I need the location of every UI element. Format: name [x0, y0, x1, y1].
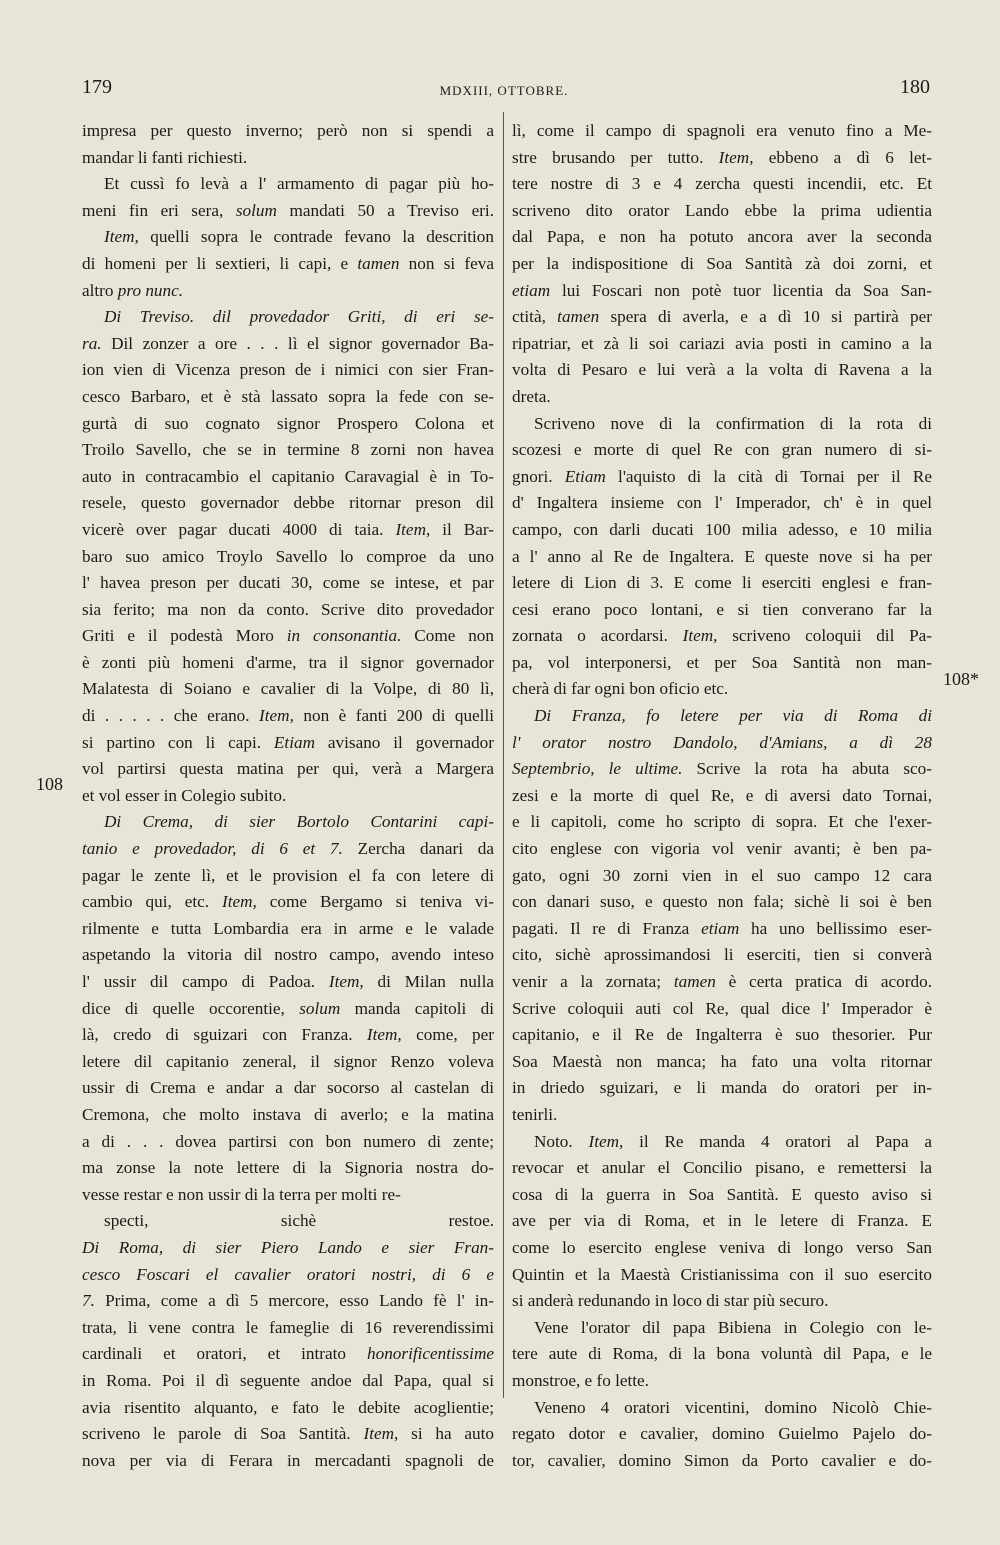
text-segment: d' Ingaltera insieme con l' Imperador, ch' è in quel — [512, 493, 932, 513]
text-segment: campo, con darli ducati 100 milia adesso, e 10 milia — [512, 519, 932, 539]
text-segment: l' havea preson per ducati 30, come se intese, et par — [82, 573, 494, 593]
text-line — [512, 1288, 932, 1315]
text-segment: si partino con li capi. — [82, 732, 274, 752]
text-segment: dreta. — [512, 386, 551, 406]
text-segment: ave per via di Roma, et in le letere di Franza. E — [512, 1211, 932, 1231]
text-segment: Cremona, che molto instava di averlo; e la matina — [82, 1104, 494, 1124]
italic-text: Septembrio, le ultime. — [512, 759, 683, 779]
text-segment: Troilo Savello, che se in termine 8 zorni non havea — [82, 440, 494, 460]
text-segment: Soa Maestà non manca; ha fato una volta ritornar — [512, 1051, 932, 1071]
margin-note-right: 108* — [943, 669, 979, 689]
text-line — [512, 118, 932, 145]
text-line — [82, 1155, 494, 1182]
text-segment: gnori. — [512, 466, 565, 486]
text-line — [512, 304, 932, 331]
text-segment: con danari suso, e questo non fala; sichè li soi è ben — [512, 892, 932, 912]
text-segment: Scriveno nove di la confirmation di la rota di — [534, 413, 932, 433]
text-segment: letere dil capitanio zeneral, il signor Renzo voleva — [82, 1051, 494, 1071]
text-line — [82, 145, 494, 172]
text-segment: nova per via di Ferara in mercadanti spagnoli de — [82, 1450, 494, 1470]
text-segment: specti, sichè restoe. — [104, 1211, 494, 1231]
text-segment: tor, cavalier, domino Simon da Porto cavalier e do- — [512, 1450, 932, 1470]
text-line — [82, 224, 494, 251]
text-segment: e li capitoli, come ho scripto di sopra. Et che l'exer- — [512, 812, 932, 832]
text-segment: l'aquisto di la cità di Tornai per il Re — [605, 466, 932, 486]
text-segment: Vene l'orator dil papa Bibiena in Colegio con le- — [534, 1317, 932, 1337]
text-line — [82, 1288, 494, 1315]
text-segment: gato, ogni 30 zorni vien in el suo campo 12 cara — [512, 865, 932, 885]
text-segment: spera di averla, e a dì 10 si partirà per — [599, 307, 932, 327]
text-line — [82, 1315, 494, 1342]
text-line — [82, 357, 494, 384]
italic-text: Di Roma, di sier Piero Lando e sier Fran- — [82, 1237, 494, 1257]
text-segment: si ha auto — [398, 1424, 494, 1444]
italic-text: tanio e provedador, di 6 et 7. — [82, 839, 343, 859]
page-number-left: 179 — [82, 76, 112, 98]
italic-text: Item, — [328, 972, 364, 991]
italic-text: Item, — [222, 892, 257, 912]
text-segment: zesi e la morte di quel Re, e di aversi dato Tornai, — [512, 785, 932, 805]
text-line — [82, 1395, 494, 1422]
text-segment: cardinali et oratori, et intrato — [82, 1344, 367, 1364]
text-segment: vol partirsi questa matina per qui, verà a Margera — [82, 759, 494, 779]
text-segment: scriveno dito orator Lando ebbe la prima udientia — [512, 200, 932, 220]
text-line — [82, 1341, 494, 1368]
text-line — [82, 171, 494, 198]
italic-text: honorificentissime — [367, 1344, 494, 1364]
text-segment: di . . . . . che erano. — [82, 706, 260, 726]
text-line — [512, 676, 932, 703]
text-line — [512, 597, 932, 624]
text-line — [82, 490, 494, 517]
text-segment: Scrive la rota ha abuta sco- — [682, 759, 932, 779]
text-segment: ha uno bellissimo eser- — [739, 918, 932, 938]
text-line — [82, 969, 494, 996]
text-segment: l' ussir dil campo di Padoa. — [82, 972, 329, 991]
left-text-column — [82, 118, 494, 1474]
text-line — [82, 384, 494, 411]
text-line — [512, 544, 932, 571]
text-line — [82, 783, 494, 810]
text-segment: ion vien di Vicenza preson de i nimici con sier Fran- — [82, 360, 494, 380]
text-line — [512, 836, 932, 863]
text-line — [82, 118, 494, 145]
text-line — [512, 703, 932, 730]
text-segment: Dil zonzer a ore . . . lì el signor governador Ba- — [101, 333, 494, 353]
text-segment: pa, vol interponersi, et per Soa Santità non man- — [512, 652, 932, 672]
text-segment: Noto. — [534, 1131, 589, 1151]
text-segment: tere aute di Roma, di la bona voluntà dil Papa, e le — [512, 1344, 932, 1364]
text-segment: Veneno 4 oratori vicentini, domino Nicolò Chie- — [534, 1397, 932, 1417]
text-line — [82, 544, 494, 571]
italic-text: solum — [235, 200, 277, 220]
text-line — [512, 1049, 932, 1076]
text-segment: resele, questo governador debbe ritornar preson dil — [82, 493, 494, 513]
text-segment: auto in contracambio el capitanio Caravagial è in To- — [82, 466, 494, 486]
text-segment: cito, sichè aprossimandosi li eserciti, tien si converà — [512, 945, 932, 965]
text-line — [82, 1129, 494, 1156]
text-line — [82, 1368, 494, 1395]
text-segment: impresa per questo inverno; però non si spendi a — [82, 121, 494, 140]
text-line — [82, 730, 494, 757]
text-segment: Griti e il podestà Moro — [82, 626, 287, 646]
text-line — [512, 437, 932, 464]
text-segment: dice di quelle occorentie, — [82, 998, 300, 1018]
text-segment: ripatriar, et zà li soi cariazi avia posti in camino a la — [512, 333, 932, 353]
text-line — [512, 1022, 932, 1049]
text-segment: scriveno coloquii dil Pa- — [717, 626, 932, 646]
text-segment: lì, come il campo di spagnoli era venuto fino a Me- — [512, 121, 932, 140]
text-line — [512, 171, 932, 198]
column-divider — [503, 112, 504, 1398]
text-line — [512, 889, 932, 916]
text-segment: il Bar- — [430, 519, 494, 539]
text-line — [512, 1155, 932, 1182]
italic-text: Item, — [366, 1025, 402, 1045]
text-line — [512, 1448, 932, 1475]
text-line — [82, 251, 494, 278]
text-segment: cherà di far ogni bon oficio etc. — [512, 679, 729, 699]
text-line — [82, 650, 494, 677]
italic-text: Item, — [259, 706, 294, 726]
text-segment: meni fin eri sera, — [82, 200, 236, 220]
text-segment: avia risentito alquanto, e fato le debite acoglientie; — [82, 1397, 494, 1417]
italic-text: pro nunc. — [117, 280, 184, 300]
text-line — [512, 1341, 932, 1368]
text-line — [82, 889, 494, 916]
italic-text: Item, — [363, 1424, 399, 1444]
text-line — [512, 198, 932, 225]
text-segment: non si feva — [399, 253, 494, 273]
italic-text: Di Franza, fo letere per via di Roma di — [534, 706, 932, 726]
text-segment: letere di Lion di 3. E come li eserciti englesi e fran- — [512, 573, 932, 593]
text-line — [512, 1421, 932, 1448]
text-segment: a l' anno al Re de Ingaltera. E queste nove si ha per — [512, 546, 932, 566]
text-line — [82, 570, 494, 597]
text-line — [82, 1235, 494, 1262]
text-segment: ma zonse la note lettere di la Signoria nostra do- — [82, 1158, 494, 1178]
italic-text: cesco Foscari el cavalier oratori nostri, di 6 e — [82, 1264, 494, 1284]
text-line — [82, 597, 494, 624]
text-line — [512, 1262, 932, 1289]
text-segment: ussir di Crema e andar a dar socorso al castelan di — [82, 1078, 494, 1098]
italic-text: Di Crema, di sier Bortolo Contarini capi- — [104, 812, 494, 832]
text-segment: manda capitoli di — [340, 998, 494, 1018]
text-line — [512, 251, 932, 278]
text-segment: altro — [82, 280, 118, 300]
text-line — [512, 411, 932, 438]
text-line — [82, 464, 494, 491]
italic-text: Item, — [395, 519, 431, 539]
text-segment: vicerè over pagar ducati 4000 di taia. — [82, 519, 396, 539]
text-line — [512, 517, 932, 544]
text-segment: aspetando la vitoria dil nostro campo, avendo inteso — [82, 945, 494, 965]
text-segment: rilmente e tutta Lombardia era in arme e le valade — [82, 918, 494, 938]
text-segment: Malatesta di Soiano e cavalier di la Volpe, di 80 lì, — [82, 679, 494, 699]
text-segment: sia ferito; ma non da conto. Scrive dito provedador — [82, 599, 494, 619]
text-line — [512, 224, 932, 251]
text-segment: mandar li fanti richiesti. — [82, 147, 248, 167]
text-line — [82, 916, 494, 943]
text-line — [512, 623, 932, 650]
text-line — [512, 1102, 932, 1129]
text-segment: stre brusando per tutto. — [512, 147, 719, 167]
text-line — [512, 969, 932, 996]
text-line — [512, 331, 932, 358]
text-segment: in driedo sguizari, e li manda do oratori per in- — [512, 1078, 932, 1098]
text-line — [512, 863, 932, 890]
text-line — [512, 357, 932, 384]
italic-text: etiam — [512, 280, 551, 300]
text-line — [82, 278, 494, 305]
text-line — [82, 996, 494, 1023]
text-segment: et vol esser in Colegio subito. — [82, 785, 287, 805]
margin-note-left: 108 — [36, 774, 63, 794]
text-segment: tere nostre di 3 e 4 zercha questi incendii, etc. Et — [512, 174, 932, 194]
text-line — [512, 1182, 932, 1209]
italic-text: Etiam — [564, 466, 606, 486]
running-title: MDXIII, OTTOBRE. — [439, 83, 569, 98]
text-line — [82, 437, 494, 464]
text-segment: è zonti più homeni d'arme, tra il signor governador — [82, 652, 494, 672]
text-segment: ebbeno a dì 6 let- — [753, 147, 932, 167]
text-segment: volta di Pesaro e lui verà a la volta di Ravena a la — [512, 360, 932, 380]
text-segment: scriveno le parole di Soa Santità. — [82, 1424, 364, 1444]
text-segment: Et cussì fo levà a l' armamento di pagar più ho- — [104, 174, 494, 194]
text-line — [82, 1208, 494, 1235]
text-segment: revocar et anular el Concilio pisano, e remettersi la — [512, 1158, 932, 1178]
text-line — [82, 411, 494, 438]
text-segment: Quintin et la Maestà Cristianissima con il suo esercito — [512, 1264, 932, 1284]
text-line — [512, 1315, 932, 1342]
text-line — [82, 1448, 494, 1475]
text-line — [82, 1075, 494, 1102]
text-line — [82, 331, 494, 358]
text-segment: mandati 50 a Treviso eri. — [276, 200, 494, 220]
italic-text: tamen — [673, 972, 716, 991]
text-line — [512, 384, 932, 411]
text-segment: per la indispositione di Soa Santità zà doi zorni, et — [512, 253, 932, 273]
text-line — [82, 756, 494, 783]
text-segment: è certa pratica di acordo. — [715, 972, 932, 991]
italic-text: Item, — [682, 626, 718, 646]
text-segment: cito englese con vigoria vol venir avanti; è ben pa- — [512, 839, 932, 859]
text-line — [512, 756, 932, 783]
text-segment: si anderà redunando in loco di star più securo. — [512, 1291, 829, 1311]
text-line — [82, 942, 494, 969]
text-line — [82, 1182, 494, 1209]
italic-text: 7. — [82, 1291, 95, 1311]
italic-text: tamen — [557, 307, 600, 327]
text-line — [82, 517, 494, 544]
right-text-column — [512, 118, 932, 1474]
text-line — [82, 304, 494, 331]
text-line — [512, 1129, 932, 1156]
text-segment: monstroe, e fo lette. — [512, 1370, 649, 1390]
text-line — [512, 730, 932, 757]
text-segment: pagati. Il re di Franza — [512, 918, 702, 938]
text-line — [512, 942, 932, 969]
text-line — [82, 676, 494, 703]
text-segment: dal Papa, e non ha potuto ancora aver la seconda — [512, 227, 932, 247]
text-segment: venir a la zornata; — [512, 972, 674, 991]
italic-text: l' orator nostro Dandolo, d'Amians, a dì 28 — [512, 732, 932, 752]
italic-text: Etiam — [273, 732, 315, 752]
italic-text: tamen — [357, 253, 400, 273]
text-line — [512, 1395, 932, 1422]
text-line — [512, 570, 932, 597]
text-segment: Prima, come a dì 5 mercore, esso Lando fè l' in- — [94, 1291, 494, 1311]
text-segment: il Re manda 4 oratori al Papa a — [623, 1131, 932, 1151]
text-segment: in Roma. Poi il dì seguente andoe dal Papa, qual si — [82, 1370, 494, 1390]
text-line — [82, 1049, 494, 1076]
italic-text: Di Treviso. dil provedador Griti, di eri se- — [104, 307, 494, 327]
text-segment: trata, li vene contra le fameglie di 16 reverendissimi — [82, 1317, 494, 1337]
italic-text: etiam — [701, 918, 740, 938]
text-segment: là, credo di sguizari con Franza. — [82, 1025, 367, 1045]
text-segment: cosa di la guerra in Soa Santità. E questo aviso si — [512, 1184, 932, 1204]
text-segment: Scrive coloquii auti col Re, qual dice l' Imperador è — [512, 998, 932, 1018]
text-segment: gurtà di suo cognato signor Prospero Colona et — [82, 413, 494, 433]
text-line — [512, 1368, 932, 1395]
text-segment: Zercha danari da — [342, 839, 494, 859]
text-segment: cesco Barbaro, et è stà lassato sopra la fede con se- — [82, 386, 494, 406]
italic-text: solum — [299, 998, 341, 1018]
text-line — [512, 783, 932, 810]
text-line — [512, 1235, 932, 1262]
italic-text: Item, — [718, 147, 754, 167]
text-segment: capitanio, e il Re de Ingalterra è suo thesorier. Pur — [512, 1025, 932, 1045]
text-line — [82, 703, 494, 730]
text-segment: baro suo amico Troylo Savello lo comproe da uno — [82, 546, 494, 566]
italic-text: ra. — [82, 333, 102, 353]
text-line — [512, 145, 932, 172]
text-segment: avisano il governador — [314, 732, 494, 752]
text-segment: come lo esercito englese veniva di longo verso San — [512, 1237, 932, 1257]
text-segment: a di . . . dovea partirsi con bon numero di zente; — [82, 1131, 494, 1151]
text-line — [82, 863, 494, 890]
text-line — [512, 1208, 932, 1235]
text-segment: zornata o acordarsi. — [512, 626, 683, 646]
text-segment: lui Foscari non potè tuor licentia da Soa San- — [550, 280, 932, 300]
text-segment: non è fanti 200 di quelli — [293, 706, 494, 726]
text-segment: come Bergamo si teniva vi- — [256, 892, 494, 912]
text-line — [512, 1075, 932, 1102]
text-line — [82, 1262, 494, 1289]
text-segment: di homeni per li sextieri, li capi, e — [82, 253, 358, 273]
running-head — [78, 76, 930, 104]
text-segment: pagar le zente lì, et le provision el fa con letere di — [82, 865, 494, 885]
text-segment: vesse restar e non ussir di la terra per molti re- — [82, 1184, 401, 1204]
text-segment: cambio qui, etc. — [82, 892, 222, 912]
text-line — [82, 198, 494, 225]
text-segment: Come non — [401, 626, 494, 646]
text-line — [82, 809, 494, 836]
text-segment: regato dotor e cavalier, domino Guielmo Pajelo do- — [512, 1424, 932, 1444]
text-segment: cesi erano poco lontani, e si tien converano far la — [512, 599, 932, 619]
text-line — [82, 1102, 494, 1129]
text-line — [82, 1022, 494, 1049]
text-segment: ctità, — [512, 307, 558, 327]
text-line — [82, 1421, 494, 1448]
text-line — [512, 996, 932, 1023]
text-line — [512, 650, 932, 677]
text-segment: tenirli. — [512, 1104, 558, 1124]
text-line — [512, 278, 932, 305]
text-line — [512, 490, 932, 517]
page-number-right: 180 — [900, 76, 930, 98]
text-line — [512, 809, 932, 836]
text-segment: scozesi e morte di quel Re con gran numero di si- — [512, 440, 932, 460]
text-line — [512, 464, 932, 491]
text-line — [512, 916, 932, 943]
italic-text: in consonantia. — [286, 626, 402, 646]
text-line — [82, 623, 494, 650]
text-segment: di Milan nulla — [363, 972, 494, 991]
text-line — [82, 836, 494, 863]
italic-text: Item, — [104, 227, 139, 247]
text-segment: come, per — [401, 1025, 494, 1045]
text-segment: quelli sopra le contrade fevano la descrition — [138, 227, 494, 247]
italic-text: Item, — [588, 1131, 624, 1151]
